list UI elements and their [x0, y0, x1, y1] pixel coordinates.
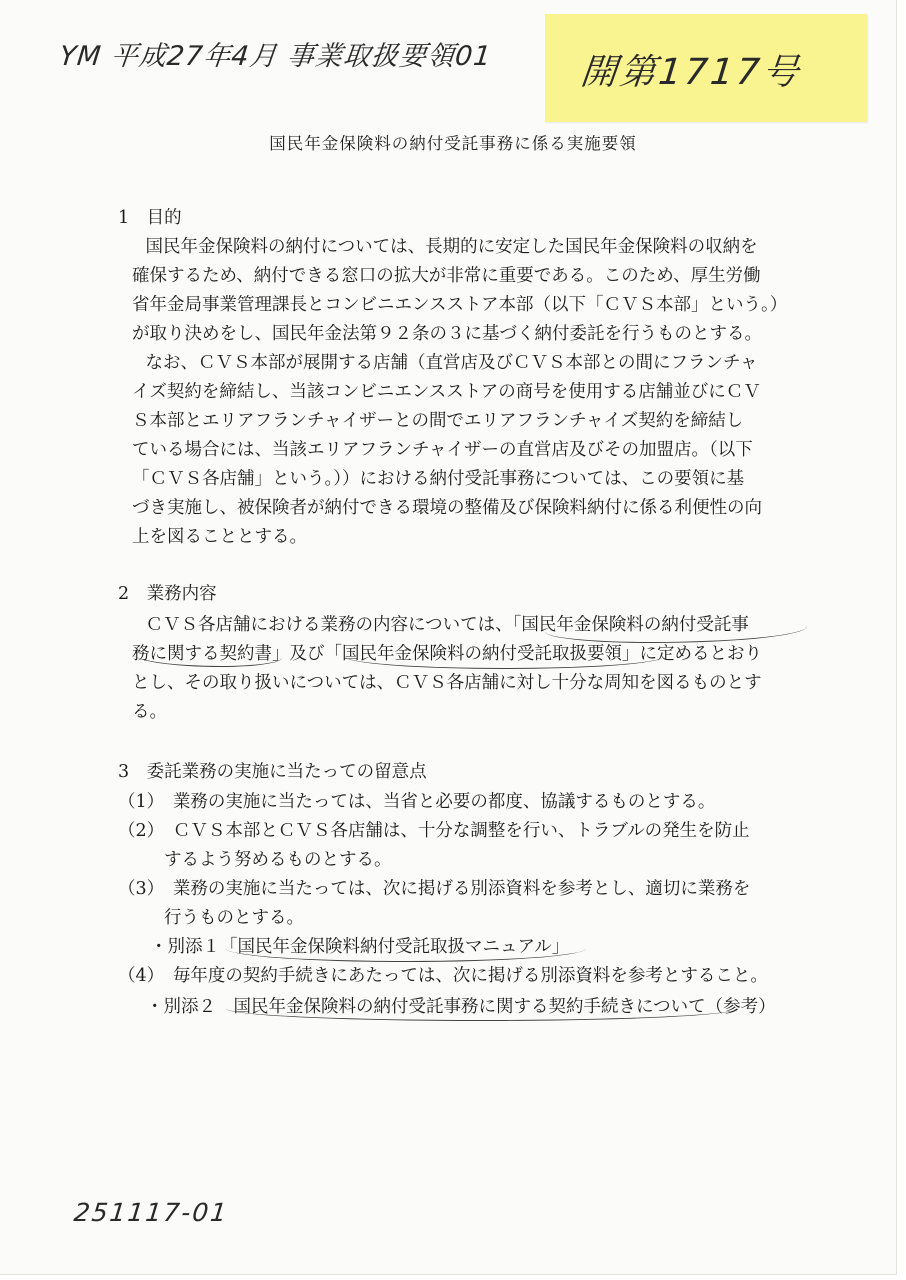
body-line: 国民年金保険料の納付については、長期的に安定した国民年金保険料の収納を [128, 237, 758, 257]
body-line: ている場合には、当該エリアフランチャイザーの直営店及びその加盟店。（以下 [132, 440, 753, 460]
body-line: 省年金局事業管理課長とコンビニエンスストア本部（以下「ＣＶＳ本部」という。） [132, 295, 788, 315]
pen-underline-stroke [345, 644, 663, 669]
pen-underline-stroke [545, 615, 807, 643]
body-line: る。 [132, 702, 167, 722]
handwritten-reference-note: YM 平成27年4月 事業取扱要領01 [58, 41, 494, 72]
body-line: づき実施し、被保険者が納付できる環境の整備及び保険料納付に係る利便性の向 [132, 498, 762, 518]
list-item: （2） ＣＶＳ本部とＣＶＳ各店舗は、十分な調整を行い、トラブルの発生を防止 [118, 821, 750, 841]
body-line: とし、その取り扱いについては、ＣＶＳ各店舗に対し十分な周知を図るものとす [132, 673, 762, 693]
list-item-continuation: するよう努めるものとする。 [164, 850, 392, 870]
list-item-continuation: 行うものとする。 [164, 908, 304, 928]
list-item: （3） 業務の実施に当たっては、次に掲げる別添資料を参考とし、適切に業務を [118, 879, 751, 899]
body-line: 「ＣＶＳ各店舗」という。））における納付受託事務については、この要領に基 [132, 469, 745, 489]
body-line: が取り決めをし、国民年金法第９２条の３に基づく納付委託を行うものとする。 [132, 324, 762, 344]
document-title: 国民年金保険料の納付受託事務に係る実施要領 [269, 134, 637, 153]
sticky-note [545, 14, 867, 122]
attachment-reference: ・別添２ 国民年金保険料の納付受託事務に関する契約手続きについて（参考） [146, 997, 776, 1017]
body-line: 確保するため、納付できる窓口の拡大が非常に重要である。このため、厚生労働 [132, 266, 761, 286]
list-item: （4） 毎年度の契約手続きにあたっては、次に掲げる別添資料を参考とすること。 [118, 966, 768, 986]
section-heading-notes: 3 委託業務の実施に当たっての留意点 [118, 762, 427, 782]
attachment-reference: ・別添１「国民年金保険料納付受託取扱マニュアル」 [150, 937, 570, 957]
body-line: なお、ＣＶＳ本部が展開する店舗（直営店及びＣＶＳ本部との間にフランチャ [128, 353, 758, 373]
pen-underline-stroke [226, 996, 738, 1021]
body-line: ＣＶＳ各店舗における業務の内容については、「国民年金保険料の納付受託事 [128, 615, 749, 635]
body-line: イズ契約を締結し、当該コンビニエンスストアの商号を使用する店舗並びにＣＶ [132, 382, 761, 402]
body-line: 上を図ることとする。 [132, 527, 307, 547]
section-heading-purpose: 1 目的 [118, 208, 182, 228]
list-item: （1） 業務の実施に当たっては、当省と必要の都度、協議するものとする。 [118, 792, 716, 812]
body-line: Ｓ本部とエリアフランチャイザーとの間でエリアフランチャイズ契約を締結し [132, 411, 744, 431]
section-heading-business: 2 業務内容 [118, 584, 217, 604]
handwritten-file-number: 251117-01 [72, 1198, 230, 1227]
body-line: 務に関する契約書」及び「国民年金保険料の納付受託取扱要領」に定めるとおり [132, 644, 762, 664]
handwritten-document-number: 開第1717号 [578, 52, 804, 93]
pen-underline-stroke [226, 935, 586, 962]
